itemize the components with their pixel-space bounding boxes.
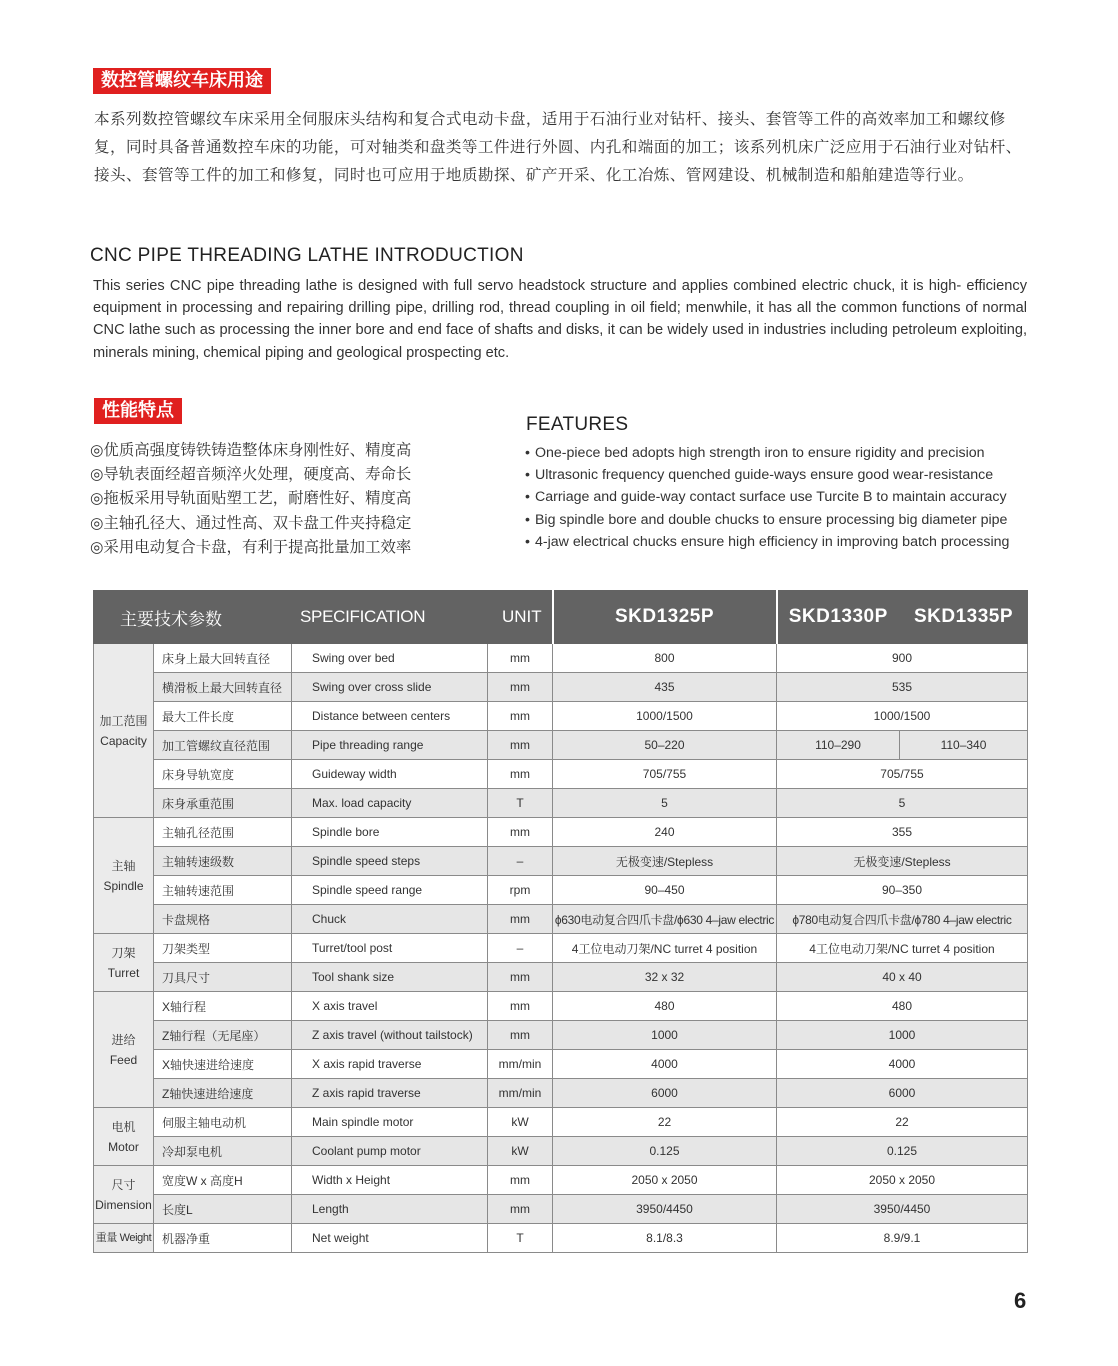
row-unit: mm <box>488 1195 553 1224</box>
row-value-1330-1335: 355 <box>777 818 1028 847</box>
table-row <box>94 731 1028 760</box>
row-en: Pipe threading range <box>292 731 488 760</box>
row-value-1325: 5 <box>553 789 777 818</box>
features-cn-tag: 性能特点 <box>94 398 182 424</box>
table-row <box>94 1021 1028 1050</box>
row-en: Net weight <box>292 1224 488 1253</box>
row-cn: 床身上最大回转直径 <box>154 644 292 673</box>
row-en: Spindle speed range <box>292 876 488 905</box>
row-value-1325: 8.1/8.3 <box>553 1224 777 1253</box>
row-unit: mm/min <box>488 1079 553 1108</box>
row-cn: 机器净重 <box>154 1224 292 1253</box>
row-unit: mm <box>488 963 553 992</box>
row-cn: 主轴孔径范围 <box>154 818 292 847</box>
row-value-1330-1335: 1000/1500 <box>777 702 1028 731</box>
row-value-1330-1335: 无极变速/Stepless <box>777 847 1028 876</box>
features-cn-item: ◎拖板采用导轨面贴塑工艺，耐磨性好、精度高 <box>90 489 412 508</box>
features-cn-item: ◎主轴孔径大、通过性高、双卡盘工件夹持稳定 <box>90 513 412 532</box>
row-en: Coolant pump motor <box>292 1137 488 1166</box>
group-en-label: Feed <box>109 1052 138 1067</box>
row-unit: – <box>488 934 553 963</box>
row-en: Length <box>292 1195 488 1224</box>
row-cn: 横滑板上最大回转直径 <box>154 673 292 702</box>
row-value-1330-1335: 2050 x 2050 <box>777 1166 1028 1195</box>
row-value-1330-1335: 90–350 <box>777 876 1028 905</box>
table-row <box>94 1195 1028 1224</box>
row-value-1325: 22 <box>553 1108 777 1137</box>
table-row <box>94 876 1028 905</box>
row-value-1325: 50–220 <box>553 731 777 760</box>
row-cn: 刀架类型 <box>154 934 292 963</box>
table-row <box>94 1224 1028 1253</box>
table-row <box>94 702 1028 731</box>
row-cn: 伺服主轴电动机 <box>154 1108 292 1137</box>
row-en: X axis rapid traverse <box>292 1050 488 1079</box>
row-unit: mm <box>488 992 553 1021</box>
row-value-1330-1335: 535 <box>777 673 1028 702</box>
row-value-1325: 6000 <box>553 1079 777 1108</box>
row-cn: 最大工件长度 <box>154 702 292 731</box>
group-feed <box>94 992 154 1108</box>
row-cn: 刀具尺寸 <box>154 963 292 992</box>
group-en-label: Capacity <box>100 733 147 748</box>
group-cn-label: 重量 <box>95 1231 117 1244</box>
spec-header-row <box>94 591 1028 644</box>
intro-cn-tag: 数控管螺纹车床用途 <box>93 68 271 94</box>
row-value-1330-1335: 3950/4450 <box>777 1195 1028 1224</box>
table-row <box>94 818 1028 847</box>
row-value-1325: 800 <box>553 644 777 673</box>
table-row <box>94 847 1028 876</box>
row-cn: 卡盘规格 <box>154 905 292 934</box>
group-spindle <box>94 818 154 934</box>
spec-table <box>93 590 1028 1253</box>
row-en: Swing over bed <box>292 644 488 673</box>
row-unit: rpm <box>488 876 553 905</box>
features-en-title: FEATURES <box>526 414 629 435</box>
header-unit: UNIT <box>488 591 553 644</box>
row-value-1325: 1000 <box>553 1021 777 1050</box>
row-unit: mm <box>488 760 553 789</box>
row-value-1330-1335: 6000 <box>777 1079 1028 1108</box>
row-cn: 加工管螺纹直径范围 <box>154 731 292 760</box>
group-cn-label: 进给 <box>111 1032 136 1047</box>
row-unit: mm <box>488 818 553 847</box>
row-en: Turret/tool post <box>292 934 488 963</box>
intro-en-title: CNC PIPE THREADING LATHE INTRODUCTION <box>90 245 524 266</box>
row-value-1330-1335: 1000 <box>777 1021 1028 1050</box>
row-en: X axis travel <box>292 992 488 1021</box>
row-value-1325: 4工位电动刀架/NC turret 4 position <box>553 934 777 963</box>
row-unit: mm <box>488 1166 553 1195</box>
group-en-label: Dimension <box>95 1197 152 1212</box>
row-unit: T <box>488 1224 553 1253</box>
row-en: Spindle speed steps <box>292 847 488 876</box>
header-model-skd1325p: SKD1325P <box>553 591 777 644</box>
group-cn-label: 主轴 <box>111 858 136 873</box>
row-cn: 长度L <box>154 1195 292 1224</box>
row-cn: 床身导轨宽度 <box>154 760 292 789</box>
group-motor <box>94 1108 154 1166</box>
row-en: Swing over cross slide <box>292 673 488 702</box>
group-turret <box>94 934 154 992</box>
row-value-1325: 32 x 32 <box>553 963 777 992</box>
row-value-1330-1335: 4工位电动刀架/NC turret 4 position <box>777 934 1028 963</box>
row-value-1325: 1000/1500 <box>553 702 777 731</box>
row-cn: 宽度W x 高度H <box>154 1166 292 1195</box>
table-row <box>94 1137 1028 1166</box>
features-cn-item: ◎导轨表面经超音频淬火处理，硬度高、寿命长 <box>90 465 412 484</box>
header-model-skd1335p: SKD1335P <box>900 591 1028 644</box>
row-en: Z axis travel (without tailstock) <box>292 1021 488 1050</box>
row-value-1325: 4000 <box>553 1050 777 1079</box>
group-cn-label: 尺寸 <box>111 1177 136 1192</box>
row-cn: Z轴快速进给速度 <box>154 1079 292 1108</box>
table-row <box>94 789 1028 818</box>
row-unit: mm/min <box>488 1050 553 1079</box>
features-en-item: • One-piece bed adopts high strength iron to ensure rigidity and precision <box>525 442 1045 464</box>
group-en-label: Motor <box>108 1139 139 1154</box>
row-en: Width x Height <box>292 1166 488 1195</box>
group-cn-label: 刀架 <box>111 945 136 960</box>
row-cn: 主轴转速级数 <box>154 847 292 876</box>
row-value-1325: 240 <box>553 818 777 847</box>
row-value-1325: 2050 x 2050 <box>553 1166 777 1195</box>
group-dimension <box>94 1166 154 1224</box>
row-unit: – <box>488 847 553 876</box>
row-value-1325: 705/755 <box>553 760 777 789</box>
page-number: 6 <box>1014 1288 1027 1313</box>
row-cn: 主轴转速范围 <box>154 876 292 905</box>
row-cn: 冷却泵电机 <box>154 1137 292 1166</box>
row-value-1330-1335: 5 <box>777 789 1028 818</box>
row-value-1330-1335: 4000 <box>777 1050 1028 1079</box>
features-cn-item: ◎优质高强度铸铁铸造整体床身刚性好、精度高 <box>90 441 412 459</box>
intro-cn-text: 本系列数控管螺纹车床采用全伺服床头结构和复合式电动卡盘，适用于石油行业对钻杆、接头、套管等工件的高效率加工和螺纹修复，同时具备普通数控车床的功能，可对轴类和盘类等工件进行外圆、内孔和端面的加工；该系列机床广泛应用于石油行业对钻杆、接头、套管等工件的加工和修复，同时也可应用于地质勘探、矿产开采、化工冶炼、管网建设、机械制造和船舶建造等行业。 <box>94 110 1022 185</box>
row-value-1335: 110–340 <box>900 731 1028 760</box>
table-row <box>94 934 1028 963</box>
row-en: Tool shank size <box>292 963 488 992</box>
features-cn-list <box>90 438 490 559</box>
row-unit: mm <box>488 644 553 673</box>
table-row <box>94 760 1028 789</box>
row-cn: X轴快速进给速度 <box>154 1050 292 1079</box>
row-value-1325: 3950/4450 <box>553 1195 777 1224</box>
row-value-1330-1335: 22 <box>777 1108 1028 1137</box>
features-en-item: • Carriage and guide-way contact surface use Turcite B to maintain accuracy <box>525 486 1045 508</box>
row-value-1330-1335: 40 x 40 <box>777 963 1028 992</box>
table-row <box>94 905 1028 934</box>
row-en: Max. load capacity <box>292 789 488 818</box>
row-en: Chuck <box>292 905 488 934</box>
table-row <box>94 1050 1028 1079</box>
group-capacity <box>94 644 154 818</box>
group-en-label: Spindle <box>103 878 144 893</box>
row-unit: mm <box>488 905 553 934</box>
row-value-1330-1335: 8.9/9.1 <box>777 1224 1028 1253</box>
row-unit: mm <box>488 1021 553 1050</box>
row-unit: mm <box>488 731 553 760</box>
features-cn-item: ◎采用电动复合卡盘，有利于提高批量加工效率 <box>90 537 412 556</box>
table-row <box>94 1166 1028 1195</box>
row-en: Main spindle motor <box>292 1108 488 1137</box>
row-value-1330-1335: 480 <box>777 992 1028 1021</box>
row-unit: mm <box>488 673 553 702</box>
table-row <box>94 644 1028 673</box>
header-spec: SPECIFICATION <box>292 591 488 644</box>
intro-en-text: This series CNC pipe threading lathe is designed with full servo headstock structure and applies combined electric chuck, it is high- efficiency equipment in processing and repairing drilling pipe, drilling rod, thread coupling in oil field; menwhile, it has all the common functions of normal CNC lathe such as processing the inner bore and end face of shafts and disks, it can be widely used in industries including petroleum exploiting, minerals mining, chemical piping and geological prospecting etc. <box>93 278 1027 361</box>
features-en-item: • Big spindle bore and double chucks to ensure processing big diameter pipe <box>525 509 1045 531</box>
row-value-1325: ϕ630电动复合四爪卡盘/ϕ630 4–jaw electric <box>553 905 777 934</box>
group-cn-label: 电机 <box>111 1119 136 1134</box>
row-unit: kW <box>488 1108 553 1137</box>
row-unit: T <box>488 789 553 818</box>
row-value-1325: 无极变速/Stepless <box>553 847 777 876</box>
group-en-label: Turret <box>107 965 140 980</box>
header-model-skd1330p: SKD1330P <box>777 591 900 644</box>
row-cn: 床身承重范围 <box>154 789 292 818</box>
row-value-1325: 90–450 <box>553 876 777 905</box>
row-en: Distance between centers <box>292 702 488 731</box>
features-en-list <box>525 442 1045 553</box>
row-value-1330-1335: 0.125 <box>777 1137 1028 1166</box>
table-row <box>94 1079 1028 1108</box>
table-row <box>94 992 1028 1021</box>
row-unit: mm <box>488 702 553 731</box>
row-cn: Z轴行程（无尾座） <box>154 1021 292 1050</box>
row-en: Guideway width <box>292 760 488 789</box>
row-unit: kW <box>488 1137 553 1166</box>
features-en-item: • Ultrasonic frequency quenched guide-ways ensure good wear-resistance <box>525 464 1045 486</box>
group-en-label: Weight <box>119 1232 152 1244</box>
row-value-1330-1335: 900 <box>777 644 1028 673</box>
table-row <box>94 963 1028 992</box>
row-value-1325: 0.125 <box>553 1137 777 1166</box>
row-en: Spindle bore <box>292 818 488 847</box>
group-weight <box>94 1224 154 1253</box>
table-row <box>94 673 1028 702</box>
features-en-item: • 4-jaw electrical chucks ensure high efficiency in improving batch processing <box>525 531 1045 553</box>
row-value-1330-1335: ϕ780电动复合四爪卡盘/ϕ780 4–jaw electric <box>777 905 1028 934</box>
row-cn: X轴行程 <box>154 992 292 1021</box>
row-en: Z axis rapid traverse <box>292 1079 488 1108</box>
group-cn-label: 加工范围 <box>99 713 148 728</box>
row-value-1325: 435 <box>553 673 777 702</box>
row-value-1330: 110–290 <box>777 731 900 760</box>
row-value-1330-1335: 705/755 <box>777 760 1028 789</box>
table-row <box>94 1108 1028 1137</box>
row-value-1325: 480 <box>553 992 777 1021</box>
header-cn: 主要技术参数 <box>94 591 292 644</box>
